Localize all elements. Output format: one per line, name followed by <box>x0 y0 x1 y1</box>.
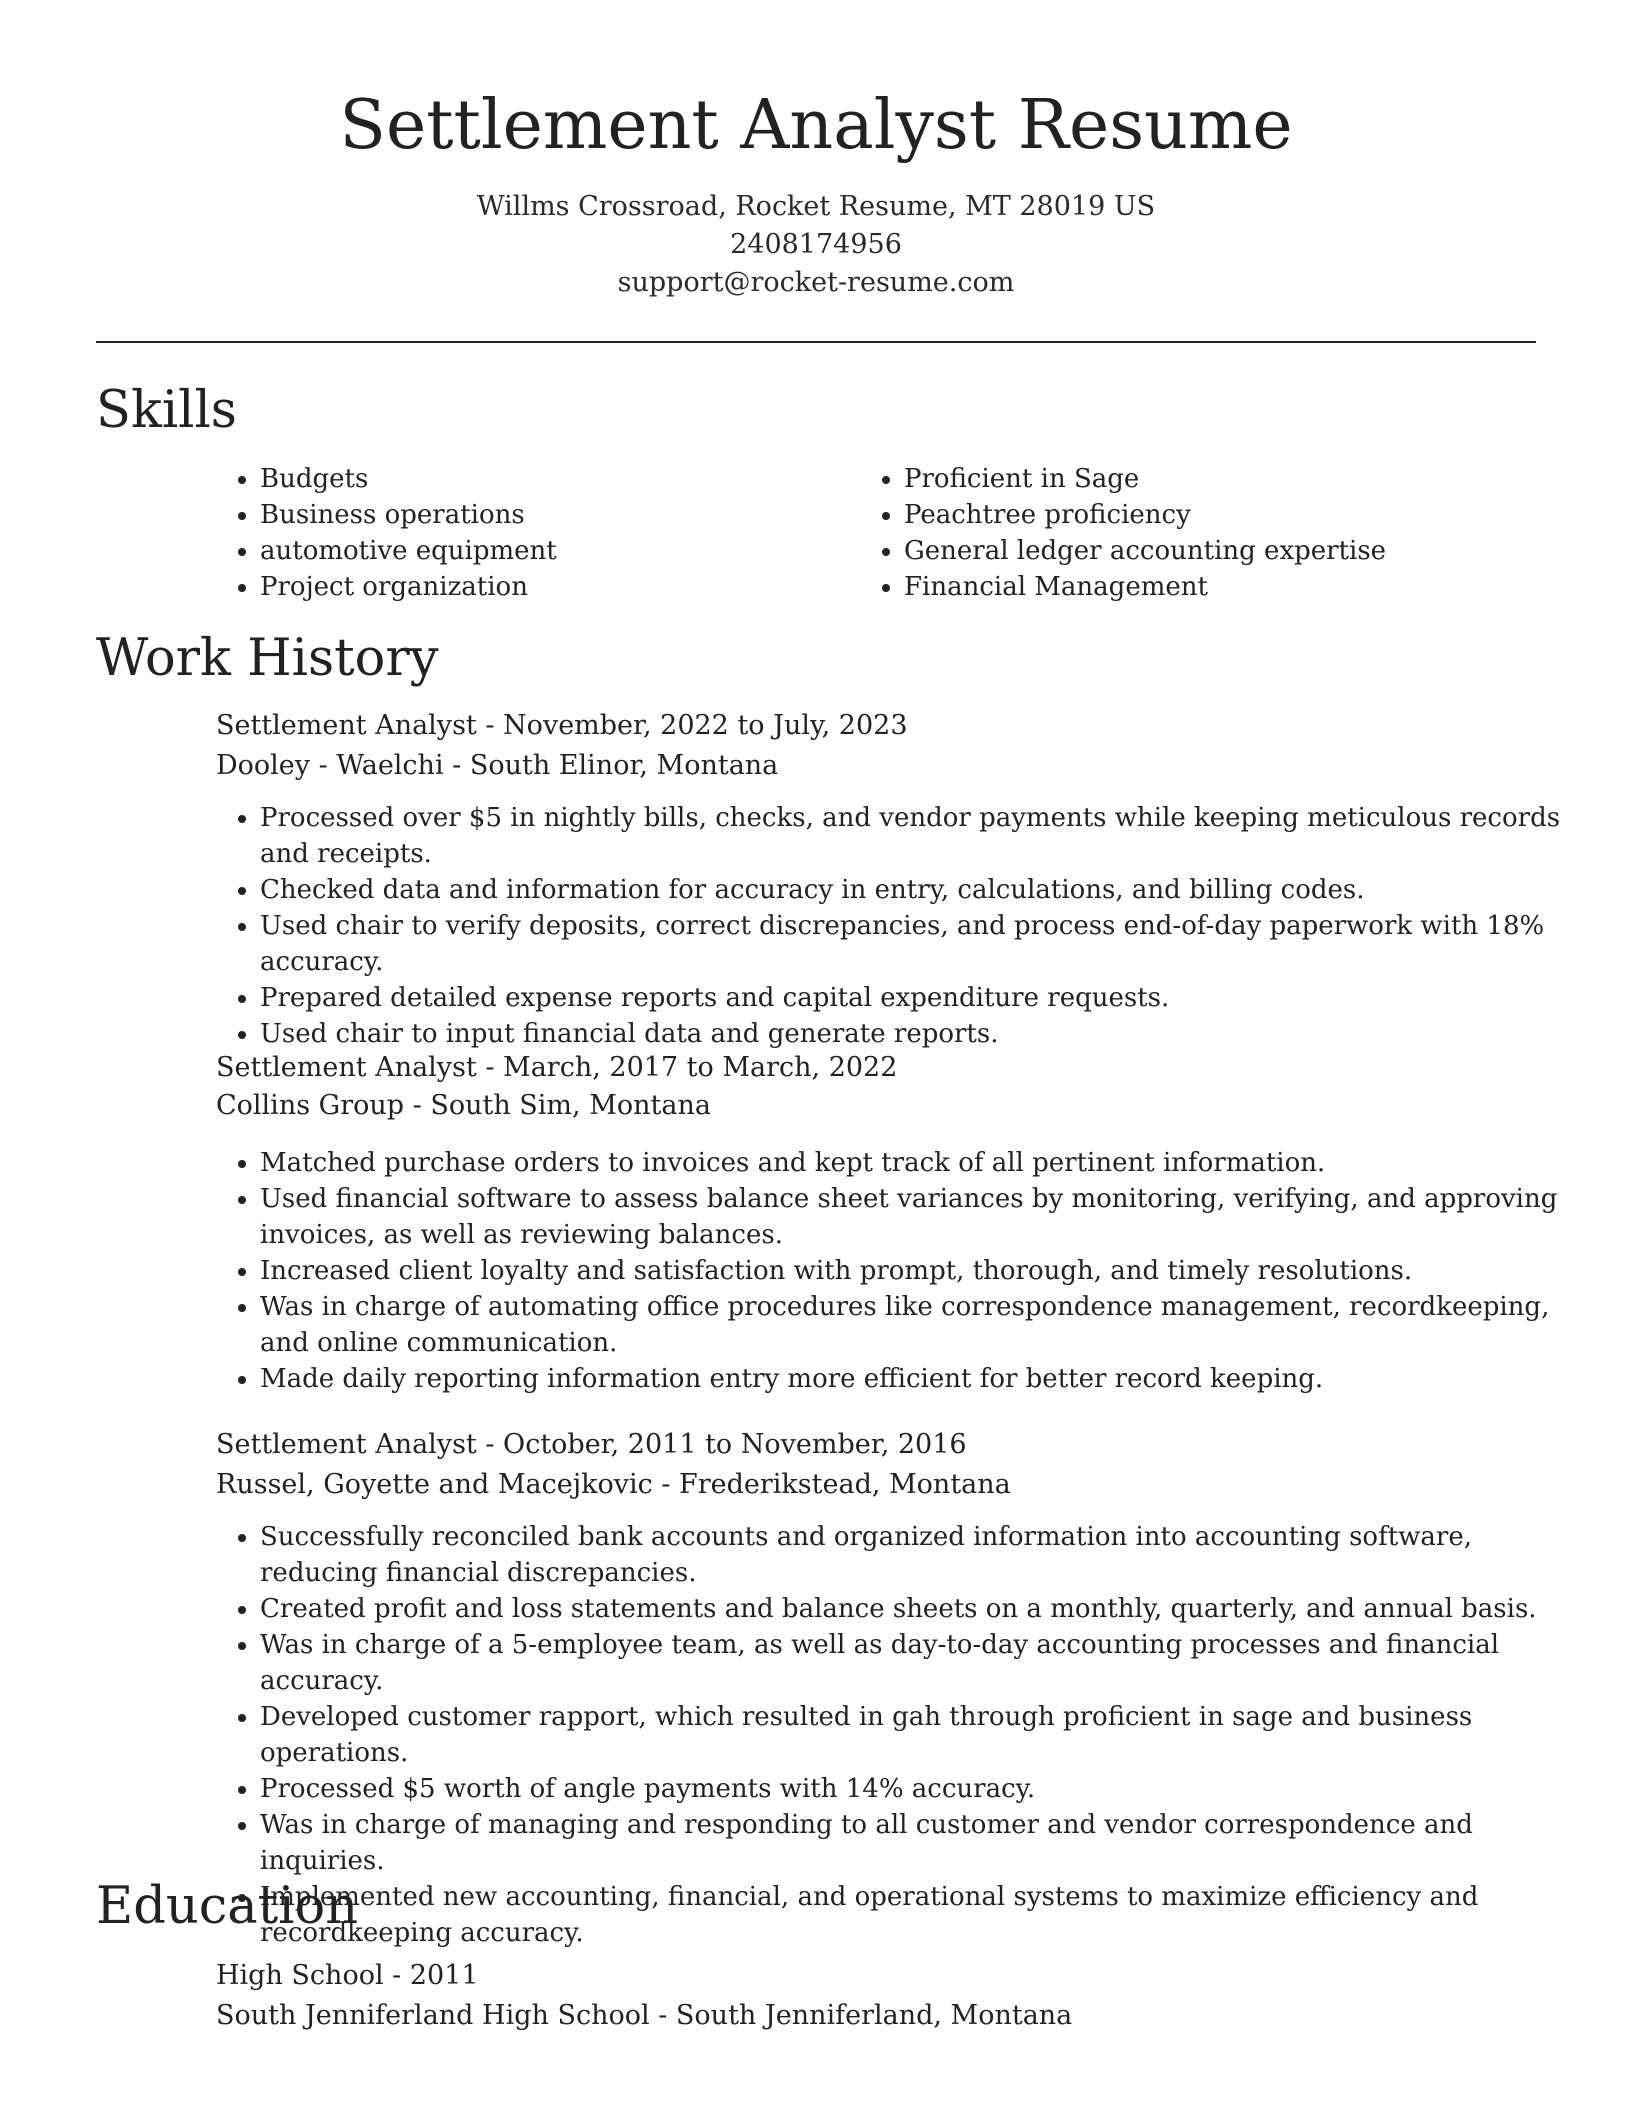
skills-list-right <box>860 461 1386 605</box>
work-history-heading: Work History <box>96 629 439 688</box>
skill-item: • Project organization <box>260 569 557 605</box>
job-bullet: • Prepared detailed expense reports and capital expenditure requests. <box>260 980 1580 1016</box>
skills-heading: Skills <box>96 381 237 440</box>
contact-email: support@rocket-resume.com <box>617 267 1015 298</box>
job-bullet: • Developed customer rapport, which resulted in gah through proficient in sage and business operations. <box>260 1699 1580 1771</box>
job-title-line: Settlement Analyst - November, 2022 to July, 2023 <box>216 710 908 741</box>
job-bullet: • Used chair to verify deposits, correct discrepancies, and process end-of-day paperwork with 18% accuracy. <box>260 908 1580 980</box>
job-bullet: • Was in charge of managing and responding to all customer and vendor correspondence and inquiries. <box>260 1807 1580 1879</box>
contact-address: Willms Crossroad, Rocket Resume, MT 28019 US <box>476 191 1156 222</box>
skill-item: • Financial Management <box>904 569 1386 605</box>
skill-item: • Proficient in Sage <box>904 461 1386 497</box>
job-bullet: • Created profit and loss statements and balance sheets on a monthly, quarterly, and annual basis. <box>260 1591 1580 1627</box>
job-bullet: • Processed over $5 in nightly bills, checks, and vendor payments while keeping meticulous records and receipts. <box>260 800 1580 872</box>
education-school-line: South Jenniferland High School - South Jenniferland, Montana <box>216 2000 1073 2031</box>
job-bullet: • Used financial software to assess balance sheet variances by monitoring, verifying, and approving invoices, as well as reviewing balances. <box>260 1181 1580 1253</box>
job-org-line: Russel, Goyette and Macejkovic - Frederikstead, Montana <box>216 1469 1011 1500</box>
job-bullet: • Matched purchase orders to invoices and kept track of all pertinent information. <box>260 1145 1580 1181</box>
education-degree-line: High School - 2011 <box>216 1960 479 1991</box>
job-bullet: • Successfully reconciled bank accounts and organized information into accounting software, reducing financial discrepancies. <box>260 1519 1580 1591</box>
skill-item: • General ledger accounting expertise <box>904 533 1386 569</box>
skill-item: • Business operations <box>260 497 557 533</box>
skill-item: • Peachtree proficiency <box>904 497 1386 533</box>
job-bullet: • Checked data and information for accuracy in entry, calculations, and billing codes. <box>260 872 1580 908</box>
job-bullet: • Was in charge of automating office procedures like correspondence management, recordkeeping, and online communication. <box>260 1289 1580 1361</box>
job-bullets <box>216 800 1580 1052</box>
job-bullet: • Made daily reporting information entry more efficient for better record keeping. <box>260 1361 1580 1397</box>
education-heading: Education <box>96 1877 359 1936</box>
contact-phone: 2408174956 <box>730 229 902 260</box>
job-org-line: Collins Group - South Sim, Montana <box>216 1090 711 1121</box>
resume-title: Settlement Analyst Resume <box>339 86 1293 165</box>
job-bullets <box>216 1519 1580 1951</box>
job-org-line: Dooley - Waelchi - South Elinor, Montana <box>216 750 779 781</box>
job-bullet: • Used chair to input financial data and generate reports. <box>260 1016 1580 1052</box>
job-bullet: • Implemented new accounting, financial, and operational systems to maximize efficiency and recordkeeping accuracy. <box>260 1879 1580 1951</box>
job-title-line: Settlement Analyst - March, 2017 to March, 2022 <box>216 1052 898 1083</box>
skill-item: • Budgets <box>260 461 557 497</box>
header-divider <box>96 341 1536 343</box>
skills-list-left <box>216 461 557 605</box>
job-bullet: • Processed $5 worth of angle payments with 14% accuracy. <box>260 1771 1580 1807</box>
skill-item: • automotive equipment <box>260 533 557 569</box>
job-bullets <box>216 1145 1580 1397</box>
job-title-line: Settlement Analyst - October, 2011 to November, 2016 <box>216 1429 967 1460</box>
job-bullet: • Was in charge of a 5-employee team, as well as day-to-day accounting processes and financial accuracy. <box>260 1627 1580 1699</box>
job-bullet: • Increased client loyalty and satisfaction with prompt, thorough, and timely resolutions. <box>260 1253 1580 1289</box>
